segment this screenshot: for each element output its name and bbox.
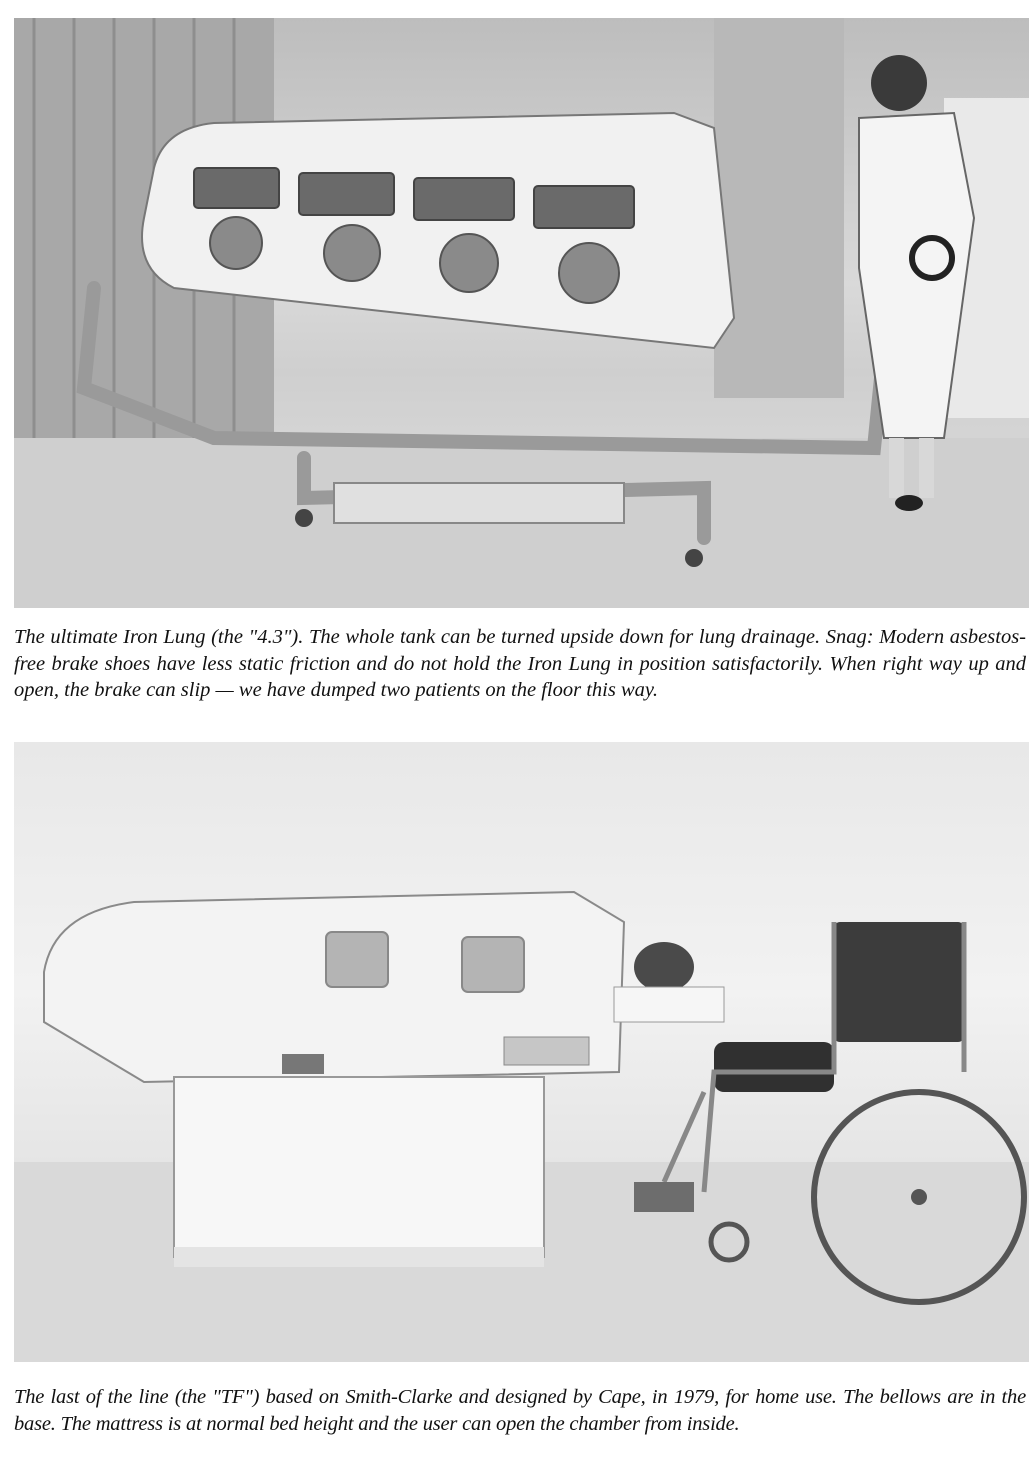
figure-caption-1 — [14, 624, 1026, 704]
photo-2-illustration — [14, 742, 1029, 1362]
figure-caption-2 — [14, 1384, 1026, 1437]
photo-iron-lung-tf — [14, 742, 1029, 1362]
caption-text: The last of the line (the "TF") based on Smith-Clarke and designed by Cape, in 1979, for home use. The bellows are in the base. The mattress is at normal bed height and the user can open the chamber from inside. — [14, 1386, 1026, 1435]
photo-1-illustration — [14, 18, 1029, 608]
photo-iron-lung-4-3 — [14, 18, 1029, 608]
caption-text: The ultimate Iron Lung (the "4.3"). The whole tank can be turned upside down for lung drainage. Snag: Modern asbestos-free brake shoes have less static friction and do not hold the Iron Lung in position satisfactorily. When right way up and open, the brake can slip — we have dumped two patients on the floor this way. — [14, 626, 1026, 701]
